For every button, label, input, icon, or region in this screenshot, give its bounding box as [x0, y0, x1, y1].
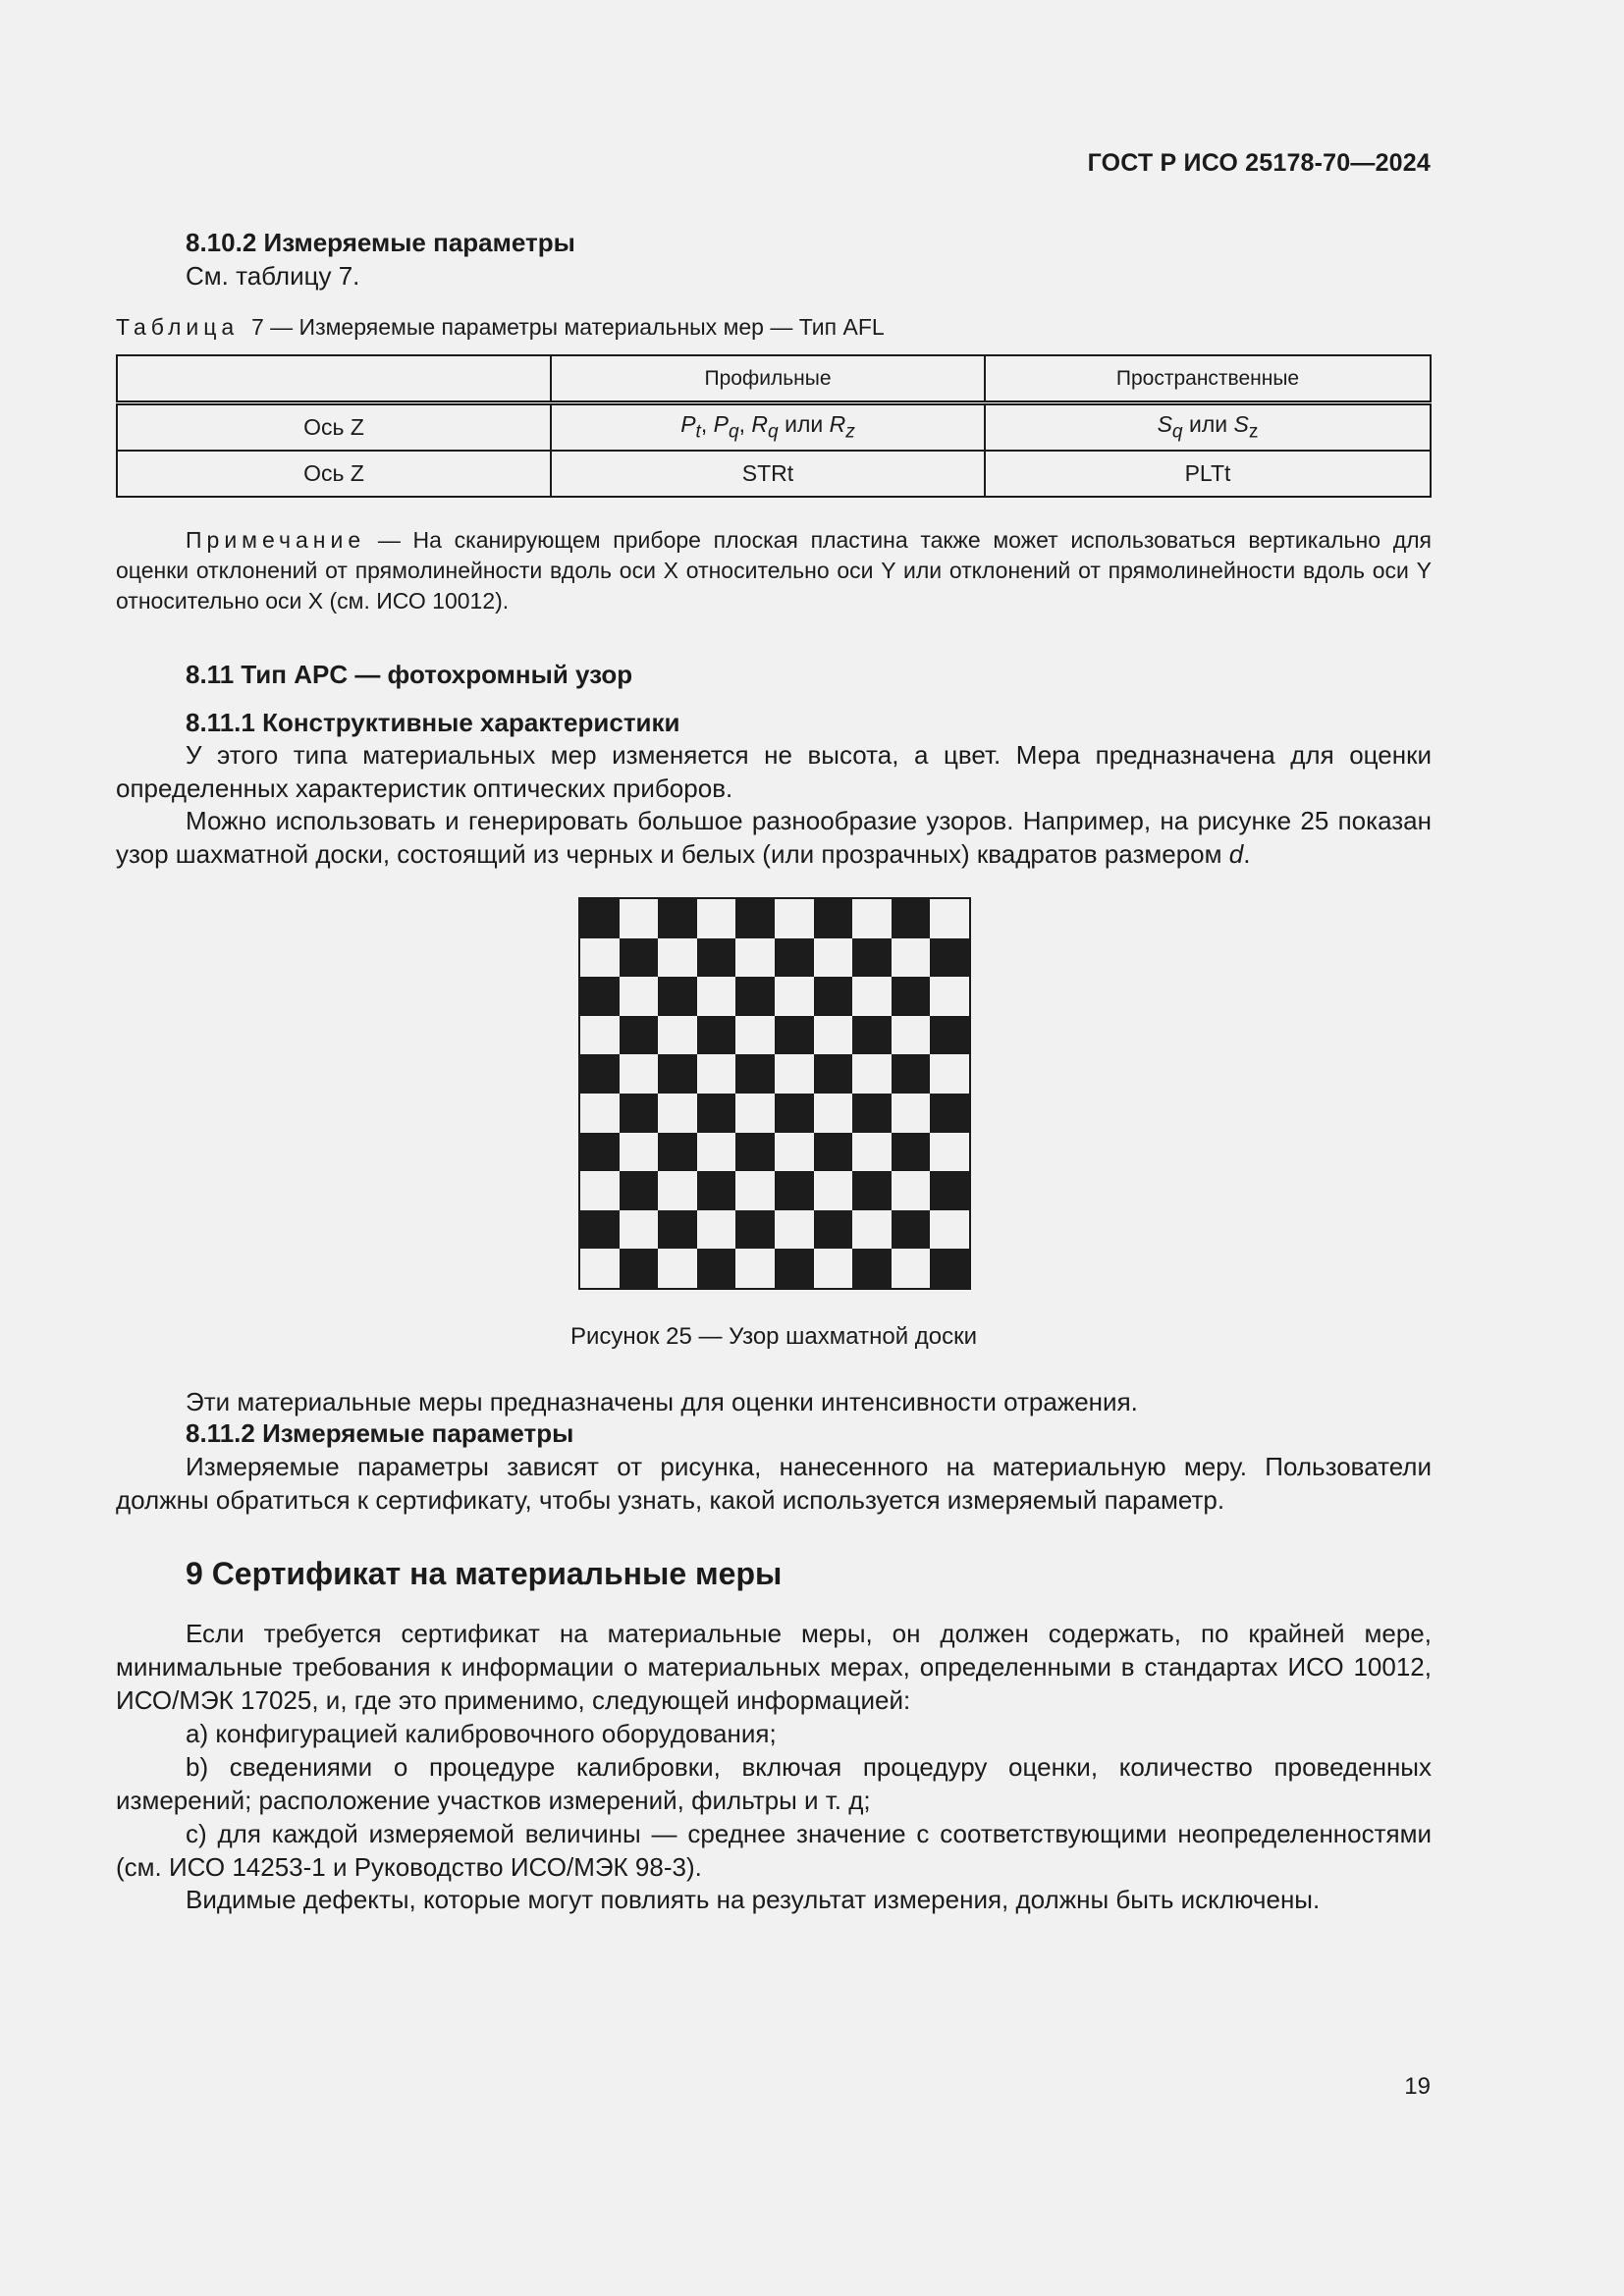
checker-square: [892, 1249, 931, 1288]
checker-square: [852, 1016, 892, 1055]
checker-square: [658, 1171, 697, 1210]
checker-square: [658, 1054, 697, 1094]
checker-square: [580, 1054, 620, 1094]
table-header-cell: [117, 355, 551, 403]
table-caption: [116, 312, 885, 343]
checker-square: [620, 1054, 659, 1094]
checker-square: [580, 1249, 620, 1288]
checker-square: [814, 1016, 853, 1055]
checker-square: [775, 1249, 814, 1288]
checker-square: [930, 899, 969, 938]
table-header-row: [117, 355, 1431, 403]
checker-square: [735, 1094, 775, 1133]
checker-square: [814, 1133, 853, 1172]
table-caption-label: Таблица: [116, 314, 240, 340]
checker-square: [658, 1249, 697, 1288]
checker-square: [892, 1171, 931, 1210]
table-header-cell: Профильные: [551, 355, 985, 403]
table-row: [117, 403, 1431, 452]
checker-square: [580, 1016, 620, 1055]
list-item-a: a) конфигурацией калибровочного оборудования;: [186, 1719, 777, 1748]
heading-9: 9 Сертификат на материальные меры: [186, 1556, 783, 1591]
page-number: 19: [1404, 2073, 1431, 2100]
checker-square: [620, 1171, 659, 1210]
checker-square: [735, 899, 775, 938]
checker-square: [814, 1249, 853, 1288]
paragraph-9-intro: Если требуется сертификат на материальные меры, он должен содержать, по крайней мере, минимальные требования к информации о материальных мерах, определенными в стандартах ИСО 10012, ИСО/МЭК 17025, и, где это применимо, следующей информацией:: [116, 1619, 1432, 1715]
checker-square: [697, 1133, 736, 1172]
checker-square: [775, 1171, 814, 1210]
checker-square: [930, 1171, 969, 1210]
checker-square: [892, 1054, 931, 1094]
document-id: ГОСТ Р ИСО 25178-70—2024: [1087, 149, 1431, 177]
checker-square: [852, 1054, 892, 1094]
checker-square: [892, 899, 931, 938]
checker-square: [775, 1094, 814, 1133]
checker-square: [620, 899, 659, 938]
paragraph-9-closing: Видимые дефекты, которые могут повлиять на результат измерения, должны быть исключены.: [186, 1885, 1321, 1914]
checker-square: [930, 938, 969, 978]
paragraph-8-11-2: Измеряемые параметры зависят от рисунка, нанесенного на материальную меру. Пользователи должны обратиться к сертификату, чтобы узнать, какой используется измеряемый параметр.: [116, 1452, 1432, 1515]
note-text: — На сканирующем приборе плоская пластина также может использоваться вертикально для оценки отклонений от прямолинейности вдоль оси X относительно оси Y или отклонений от прямолинейности вдоль оси Y относительно оси X (см. ИСО 10012).: [116, 527, 1432, 614]
checker-square: [930, 1094, 969, 1133]
checker-square: [697, 899, 736, 938]
checker-square: [852, 1210, 892, 1250]
checker-square: [814, 977, 853, 1016]
checker-square: [580, 1094, 620, 1133]
checker-square: [658, 899, 697, 938]
text-see-table: См. таблицу 7.: [186, 261, 360, 291]
checker-square: [852, 899, 892, 938]
checker-square: [658, 938, 697, 978]
checker-square: [814, 1210, 853, 1250]
checker-square: [735, 977, 775, 1016]
heading-8-11: 8.11 Тип APC — фотохромный узор: [186, 660, 633, 689]
table-note: [116, 525, 1432, 616]
table-header-cell: Пространственные: [985, 355, 1431, 403]
checker-square: [658, 1094, 697, 1133]
checker-square: [775, 1210, 814, 1250]
checker-square: [658, 1016, 697, 1055]
table-cell-areal: PLTt: [985, 451, 1431, 497]
checker-square: [930, 1016, 969, 1055]
list-item-c: c) для каждой измеряемой величины — среднее значение с соответствующими неопределенностями (см. ИСО 14253-1 и Руководство ИСО/МЭК 98-3).: [116, 1819, 1432, 1882]
checker-square: [735, 1133, 775, 1172]
checker-square: [814, 1054, 853, 1094]
checker-square: [735, 1210, 775, 1250]
checker-square: [775, 938, 814, 978]
checker-square: [620, 938, 659, 978]
checker-square: [775, 1054, 814, 1094]
checker-square: [930, 977, 969, 1016]
checker-square: [658, 977, 697, 1016]
checkerboard-figure: [578, 897, 971, 1290]
checker-square: [697, 938, 736, 978]
checker-square: [775, 899, 814, 938]
checker-square: [930, 1210, 969, 1250]
checker-square: [892, 1210, 931, 1250]
checker-square: [892, 1133, 931, 1172]
checker-square: [580, 977, 620, 1016]
checker-square: [580, 1133, 620, 1172]
checker-square: [892, 1094, 931, 1133]
checker-square: [735, 1249, 775, 1288]
checker-square: [580, 1171, 620, 1210]
checker-square: [658, 1133, 697, 1172]
checker-square: [580, 1210, 620, 1250]
checker-square: [620, 1249, 659, 1288]
heading-8-11-1: 8.11.1 Конструктивные характеристики: [186, 708, 680, 737]
checker-square: [697, 1094, 736, 1133]
checker-square: [852, 1094, 892, 1133]
table-cell-profile: $P_t$, $P_q$, $R_q$ или $R_z$: [551, 403, 985, 452]
figure-caption: Рисунок 25 — Узор шахматной доски: [569, 1323, 978, 1350]
checker-square: [735, 1054, 775, 1094]
checker-square: [814, 1094, 853, 1133]
checker-square: [735, 1016, 775, 1055]
checker-square: [620, 1094, 659, 1133]
checker-square: [620, 1133, 659, 1172]
checker-square: [697, 1016, 736, 1055]
checker-square: [697, 1249, 736, 1288]
table-cell-areal: $S_q$ или $S_z$: [985, 403, 1431, 452]
table-cell-profile: STRt: [551, 451, 985, 497]
checker-square: [892, 938, 931, 978]
checker-square: [620, 1210, 659, 1250]
checker-square: [930, 1133, 969, 1172]
table-cell-label: Ось Z: [117, 451, 551, 497]
checker-square: [930, 1054, 969, 1094]
paragraph-after-figure: Эти материальные меры предназначены для оценки интенсивности отражения.: [186, 1387, 1138, 1416]
checker-square: [892, 1016, 931, 1055]
heading-8-10-2: 8.10.2 Измеряемые параметры: [186, 228, 575, 257]
checker-square: [580, 938, 620, 978]
checker-square: [852, 977, 892, 1016]
checker-square: [775, 1016, 814, 1055]
checker-square: [852, 1171, 892, 1210]
checker-square: [697, 1210, 736, 1250]
checker-square: [930, 1249, 969, 1288]
checker-square: [775, 977, 814, 1016]
paragraph-8-11-1-b: Можно использовать и генерировать большое разнообразие узоров. Например, на рисунке 25 показан узор шахматной доски, состоящий из черных и белых (или прозрачных) квадратов размером d.: [116, 806, 1432, 869]
checker-square: [814, 899, 853, 938]
note-label: Примечание: [186, 527, 366, 553]
list-item-b: b) сведениями о процедуре калибровки, включая процедуру оценки, количество проведенных измерений; расположение участков измерений, фильтры и т. д;: [116, 1752, 1432, 1815]
checker-square: [697, 977, 736, 1016]
checker-square: [735, 1171, 775, 1210]
paragraph-8-11-1-a: У этого типа материальных мер изменяется не высота, а цвет. Мера предназначена для оценки определенных характеристик оптических приборов.: [116, 740, 1432, 803]
checker-square: [814, 938, 853, 978]
table-row: [117, 451, 1431, 497]
table-cell-label: Ось Z: [117, 403, 551, 452]
checker-square: [852, 938, 892, 978]
checker-square: [620, 1016, 659, 1055]
checker-square: [620, 977, 659, 1016]
checker-square: [852, 1249, 892, 1288]
table-caption-text: 7 — Измеряемые параметры материальных мер — Тип AFL: [250, 314, 885, 340]
checker-square: [697, 1054, 736, 1094]
checker-square: [852, 1133, 892, 1172]
checker-square: [775, 1133, 814, 1172]
checker-square: [892, 977, 931, 1016]
heading-8-11-2: 8.11.2 Измеряемые параметры: [186, 1418, 574, 1448]
checker-square: [580, 899, 620, 938]
checker-square: [735, 938, 775, 978]
table-7: [116, 354, 1432, 498]
checker-square: [814, 1171, 853, 1210]
checker-square: [658, 1210, 697, 1250]
checker-square: [697, 1171, 736, 1210]
